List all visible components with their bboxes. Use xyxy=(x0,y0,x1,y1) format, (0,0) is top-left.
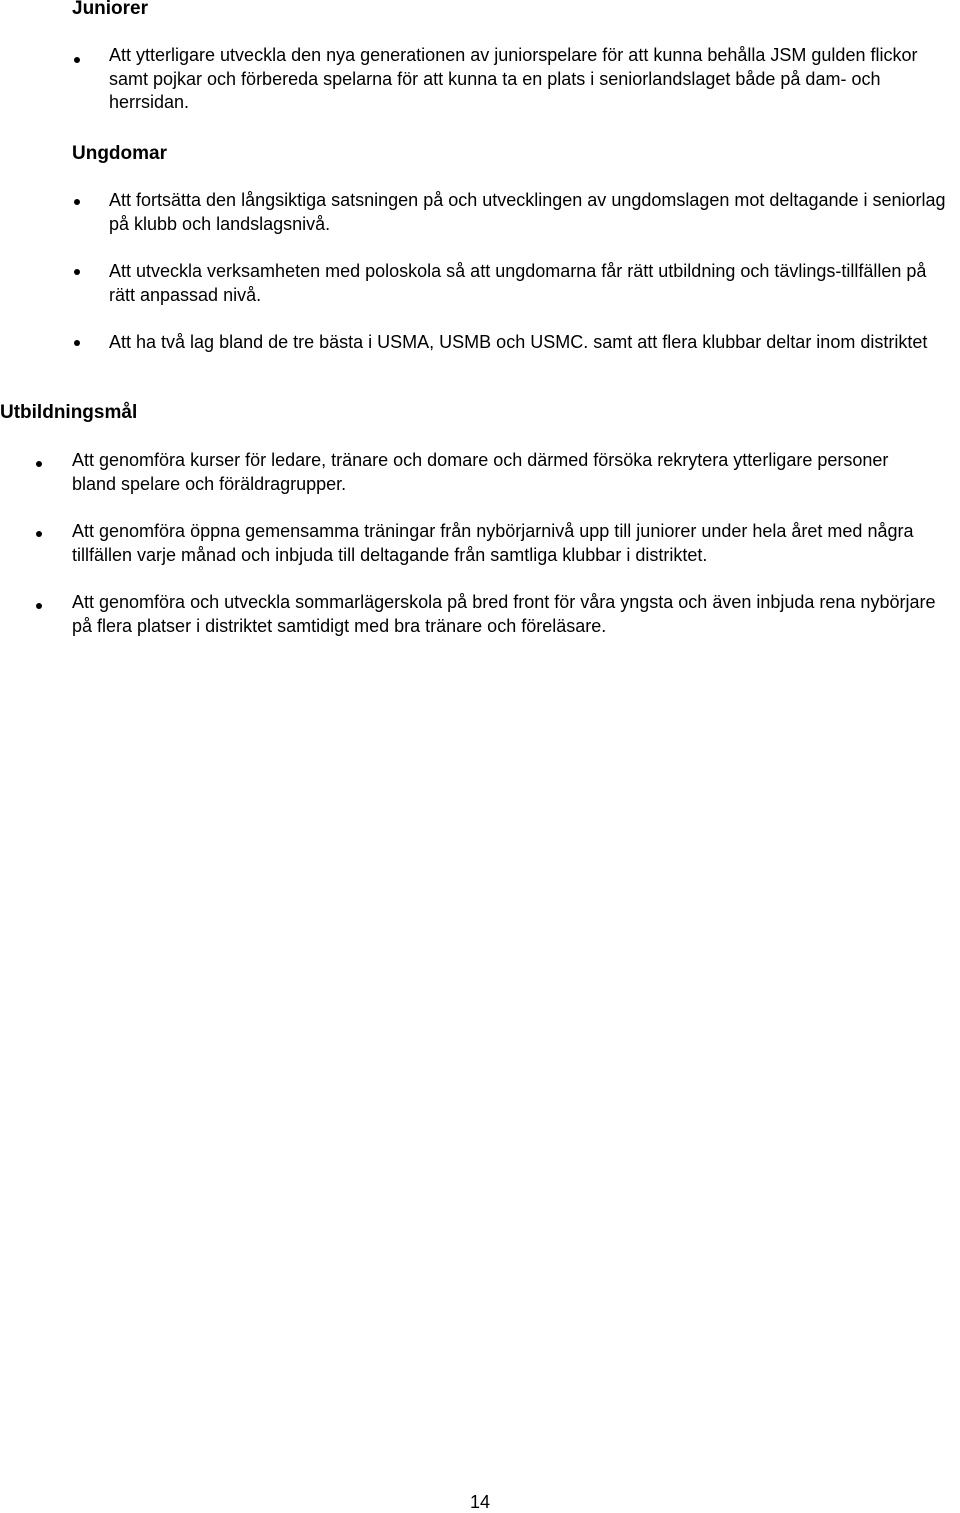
bullet-icon xyxy=(74,57,80,63)
section-heading-juniorer: Juniorer xyxy=(72,0,149,19)
list-item-ungdomar-1: Att fortsätta den långsiktiga satsningen på och utvecklingen av ungdomslagen mot deltagande i seniorlag på klubb och landslagsnivå. xyxy=(109,190,946,234)
list-item-ungdomar-3: Att ha två lag bland de tre bästa i USMA, USMB och USMC. samt att flera klubbar deltar inom distriktet xyxy=(109,332,928,352)
bullet-icon xyxy=(36,461,42,467)
bullet-icon xyxy=(36,531,42,537)
bullet-icon xyxy=(36,603,42,609)
list-item-utbildningsmal-1: Att genomföra kurser för ledare, tränare och domare och därmed försöka rekrytera ytterligare personer bland spelare och föräldragrupper. xyxy=(72,450,889,494)
list-item-juniorer-1: Att ytterligare utveckla den nya generationen av juniorspelare för att kunna behålla JSM gulden flickor samt pojkar och förbereda spelarna för att kunna ta en plats i seniorlandslaget både på dam- och herrsidan. xyxy=(109,45,918,112)
list-item-utbildningsmal-3: Att genomföra och utveckla sommarlägerskola på bred front för våra yngsta och även inbjuda rena nybörjare på flera platser i distriktet samtidigt med bra tränare och föreläsare. xyxy=(72,592,936,636)
list-item-ungdomar-2: Att utveckla verksamheten med poloskola så att ungdomarna får rätt utbildning och tävlings-tillfällen på rätt anpassad nivå. xyxy=(109,261,927,305)
section-heading-utbildningsmal: Utbildningsmål xyxy=(0,402,138,423)
bullet-icon xyxy=(74,199,80,205)
page-number: 14 xyxy=(469,1492,491,1512)
list-item-utbildningsmal-2: Att genomföra öppna gemensamma träningar från nybörjarnivå upp till juniorer under hela året med några tillfällen varje månad och inbjuda till deltagande från samtliga klubbar i distriktet. xyxy=(72,521,914,565)
section-heading-ungdomar: Ungdomar xyxy=(72,143,167,164)
bullet-icon xyxy=(74,269,80,275)
bullet-icon xyxy=(74,340,80,346)
